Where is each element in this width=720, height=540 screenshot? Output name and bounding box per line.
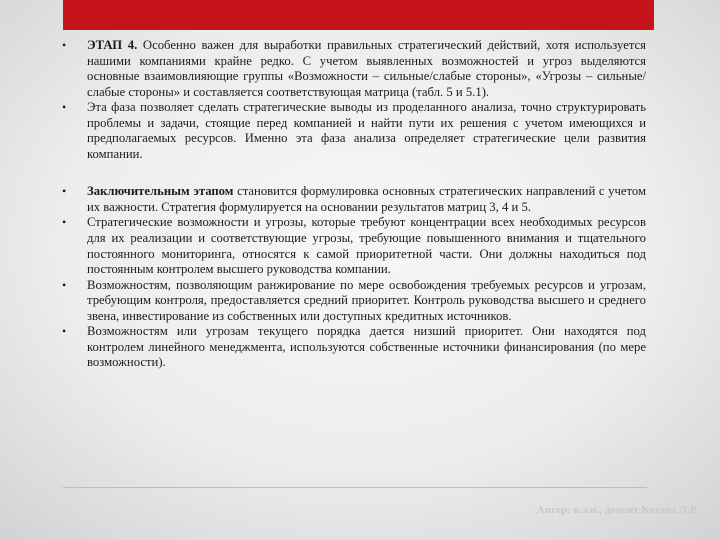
bullet-text: Возможностям, позволяющим ранжирование по мере освобождения требуемых ресурсов и угрозам, требующим контроля, предоставляется средний приоритет. Контроль руководства высшего и среднего звена, инвестирование из собственных или доступных кредитных источников. <box>87 277 646 323</box>
bullet-stage-4 <box>62 38 646 100</box>
bullet-text: Стратегические возможности и угрозы, которые требуют концентрации всех необходимых ресурсов для их реализации и соответствующие угрозы, требующие повышенного внимания и тщательного постоянного мониторинга, относятся к самой приоритетной части. Они должны находиться под постоянным контролем высшего руководства компании. <box>87 215 646 277</box>
bullet-dot: • <box>62 324 67 339</box>
bullet-text: Эта фаза позволяет сделать стратегические выводы из проделанного анализа, точно структурировать проблемы и задачи, стоящие перед компанией и найти пути их решения с учетом имеющихся и предполагаемых ресурсов. Именно эта фаза анализа определяет стратегические цели развития компании. <box>87 100 646 161</box>
bullet-final-stage <box>62 184 646 215</box>
author-credit: Автор: к.э.н., доцент Котова Л.Р. <box>536 504 698 516</box>
bullet-text: становится формулировка основных стратегических направлений с учетом их важности. Стратегия формулируется на основании результатов матриц 3, 4 и 5. <box>87 184 647 214</box>
bullet-dot: • <box>62 215 67 230</box>
top-accent-band <box>63 0 654 30</box>
bullet-text: Возможностям или угрозам текущего порядка дается низший приоритет. Они находятся под контролем линейного менеджмента, используются собственные источники финансирования (по мере возможности). <box>87 324 646 370</box>
bullet-dot: • <box>62 38 67 52</box>
bullet-dot: • <box>62 277 67 292</box>
bullet-low-priority <box>62 324 646 371</box>
paragraph-gap <box>62 162 646 184</box>
bullet-lead: ЭТАП 4. <box>87 38 138 52</box>
bullet-medium-priority <box>62 278 646 325</box>
bullet-phase-conclusions <box>62 100 646 162</box>
bullet-high-priority <box>62 215 646 277</box>
bullet-text: Особенно важен для выработки правильных стратегический действий, хотя используется нашими компаниями крайне редко. С учетом выявленных возможностей и угроз выделяются основные взаимовлияющие группы «Возможности – сильные/слабые стороны», «Угрозы – сильные/слабые стороны» и составляется соответствующая матрица (табл. 5 и 5.1). <box>87 38 647 99</box>
bullet-dot: • <box>62 100 67 115</box>
bullet-dot: • <box>62 184 67 199</box>
slide-content <box>62 38 646 371</box>
bullet-lead: Заключительным этапом <box>87 184 234 199</box>
bottom-divider <box>63 487 647 488</box>
